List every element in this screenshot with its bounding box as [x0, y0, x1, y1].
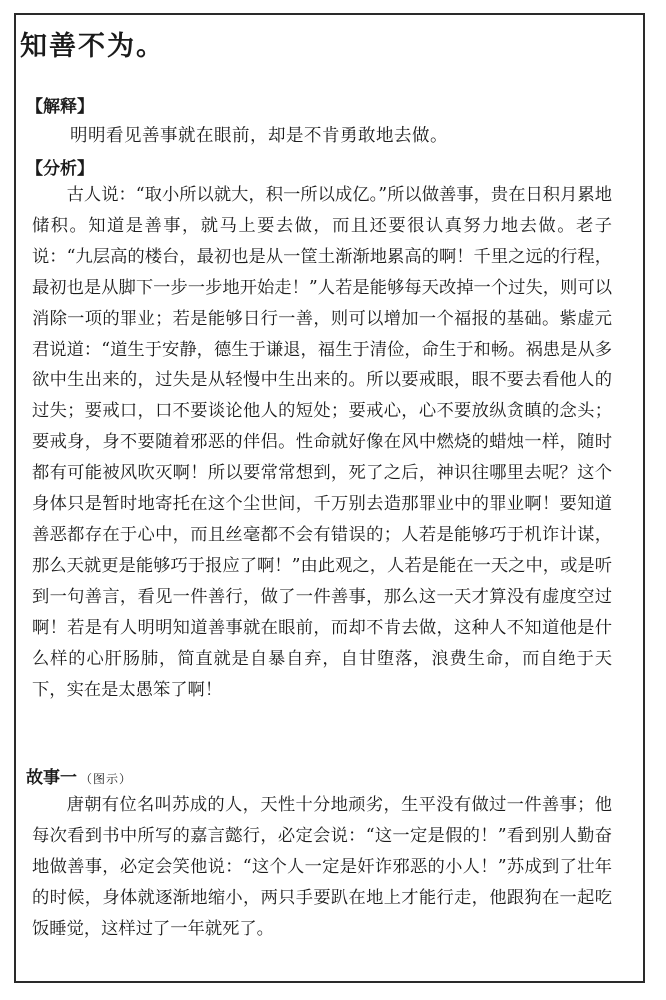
story-title: 故事一 — [26, 768, 77, 788]
page-title: 知善不为。 — [20, 31, 165, 62]
explanation-heading: 【解释】 — [26, 97, 94, 117]
story-heading — [26, 763, 132, 788]
analysis-heading: 【分析】 — [26, 159, 94, 179]
story-note: （图示） — [80, 772, 133, 786]
analysis-text: 古人说：“取小所以就大，积一所以成亿。”所以做善事，贵在日积月累地储积。知道是善事，就马上要去做，而且还要很认真努力地去做。老子说：“九层高的楼台，最初也是从一筐土渐渐地累高的啊！千里之远的行程，最初也是从脚下一步一步地开始走！”人若是能够每天改掉一个过失，则可以消除一项的罪业；若是能够日行一善，则可以增加一个福报的基础。紫虚元君说道：“道生于安静，德生于谦退，福生于清俭，命生于和畅。祸患是从多欲中生出来的，过失是从轻慢中生出来的。所以要戒眼，眼不要去看他人的过失；要戒口，口不要谈论他人的短处；要戒心，心不要放纵贪瞋的念头；要戒身，身不要随着邪恶的伴侣。性命就好像在风中燃烧的蜡烛一样，随时都有可能被风吹灭啊！所以要常常想到，死了之后，神识往哪里去呢？这个身体只是暂时地寄托在这个尘世间，千万别去造那罪业中的罪业啊！要知道善恶都存在于心中，而且丝毫都不会有错误的；人若是能够巧于机诈计谋，那么天就更是能够巧于报应了啊！”由此观之，人若是能在一天之中，或是听到一句善言，看见一件善行，做了一件善事，那么这一天才算没有虚度空过啊！若是有人明明知道善事就在眼前，而却不肯去做，这种人不知道他是什么样的心肝肠肺，简直就是自暴自弃，自甘堕落，浪费生命，而自绝于天下，实在是太愚笨了啊！ — [32, 185, 612, 700]
explanation-text: 明明看见善事就在眼前，却是不肯勇敢地去做。 — [70, 126, 448, 146]
story-text: 唐朝有位名叫苏成的人，天性十分地顽劣，生平没有做过一件善事；他每次看到书中所写的嘉言懿行，必定会说：“这一定是假的！”看到别人勤奋地做善事，必定会笑他说：“这个人一定是奸诈邪恶的小人！”苏成到了壮年的时候，身体就逐渐地缩小，两只手要趴在地上才能行走，他跟狗在一起吃饭睡觉，这样过了一年就死了。 — [32, 795, 612, 939]
